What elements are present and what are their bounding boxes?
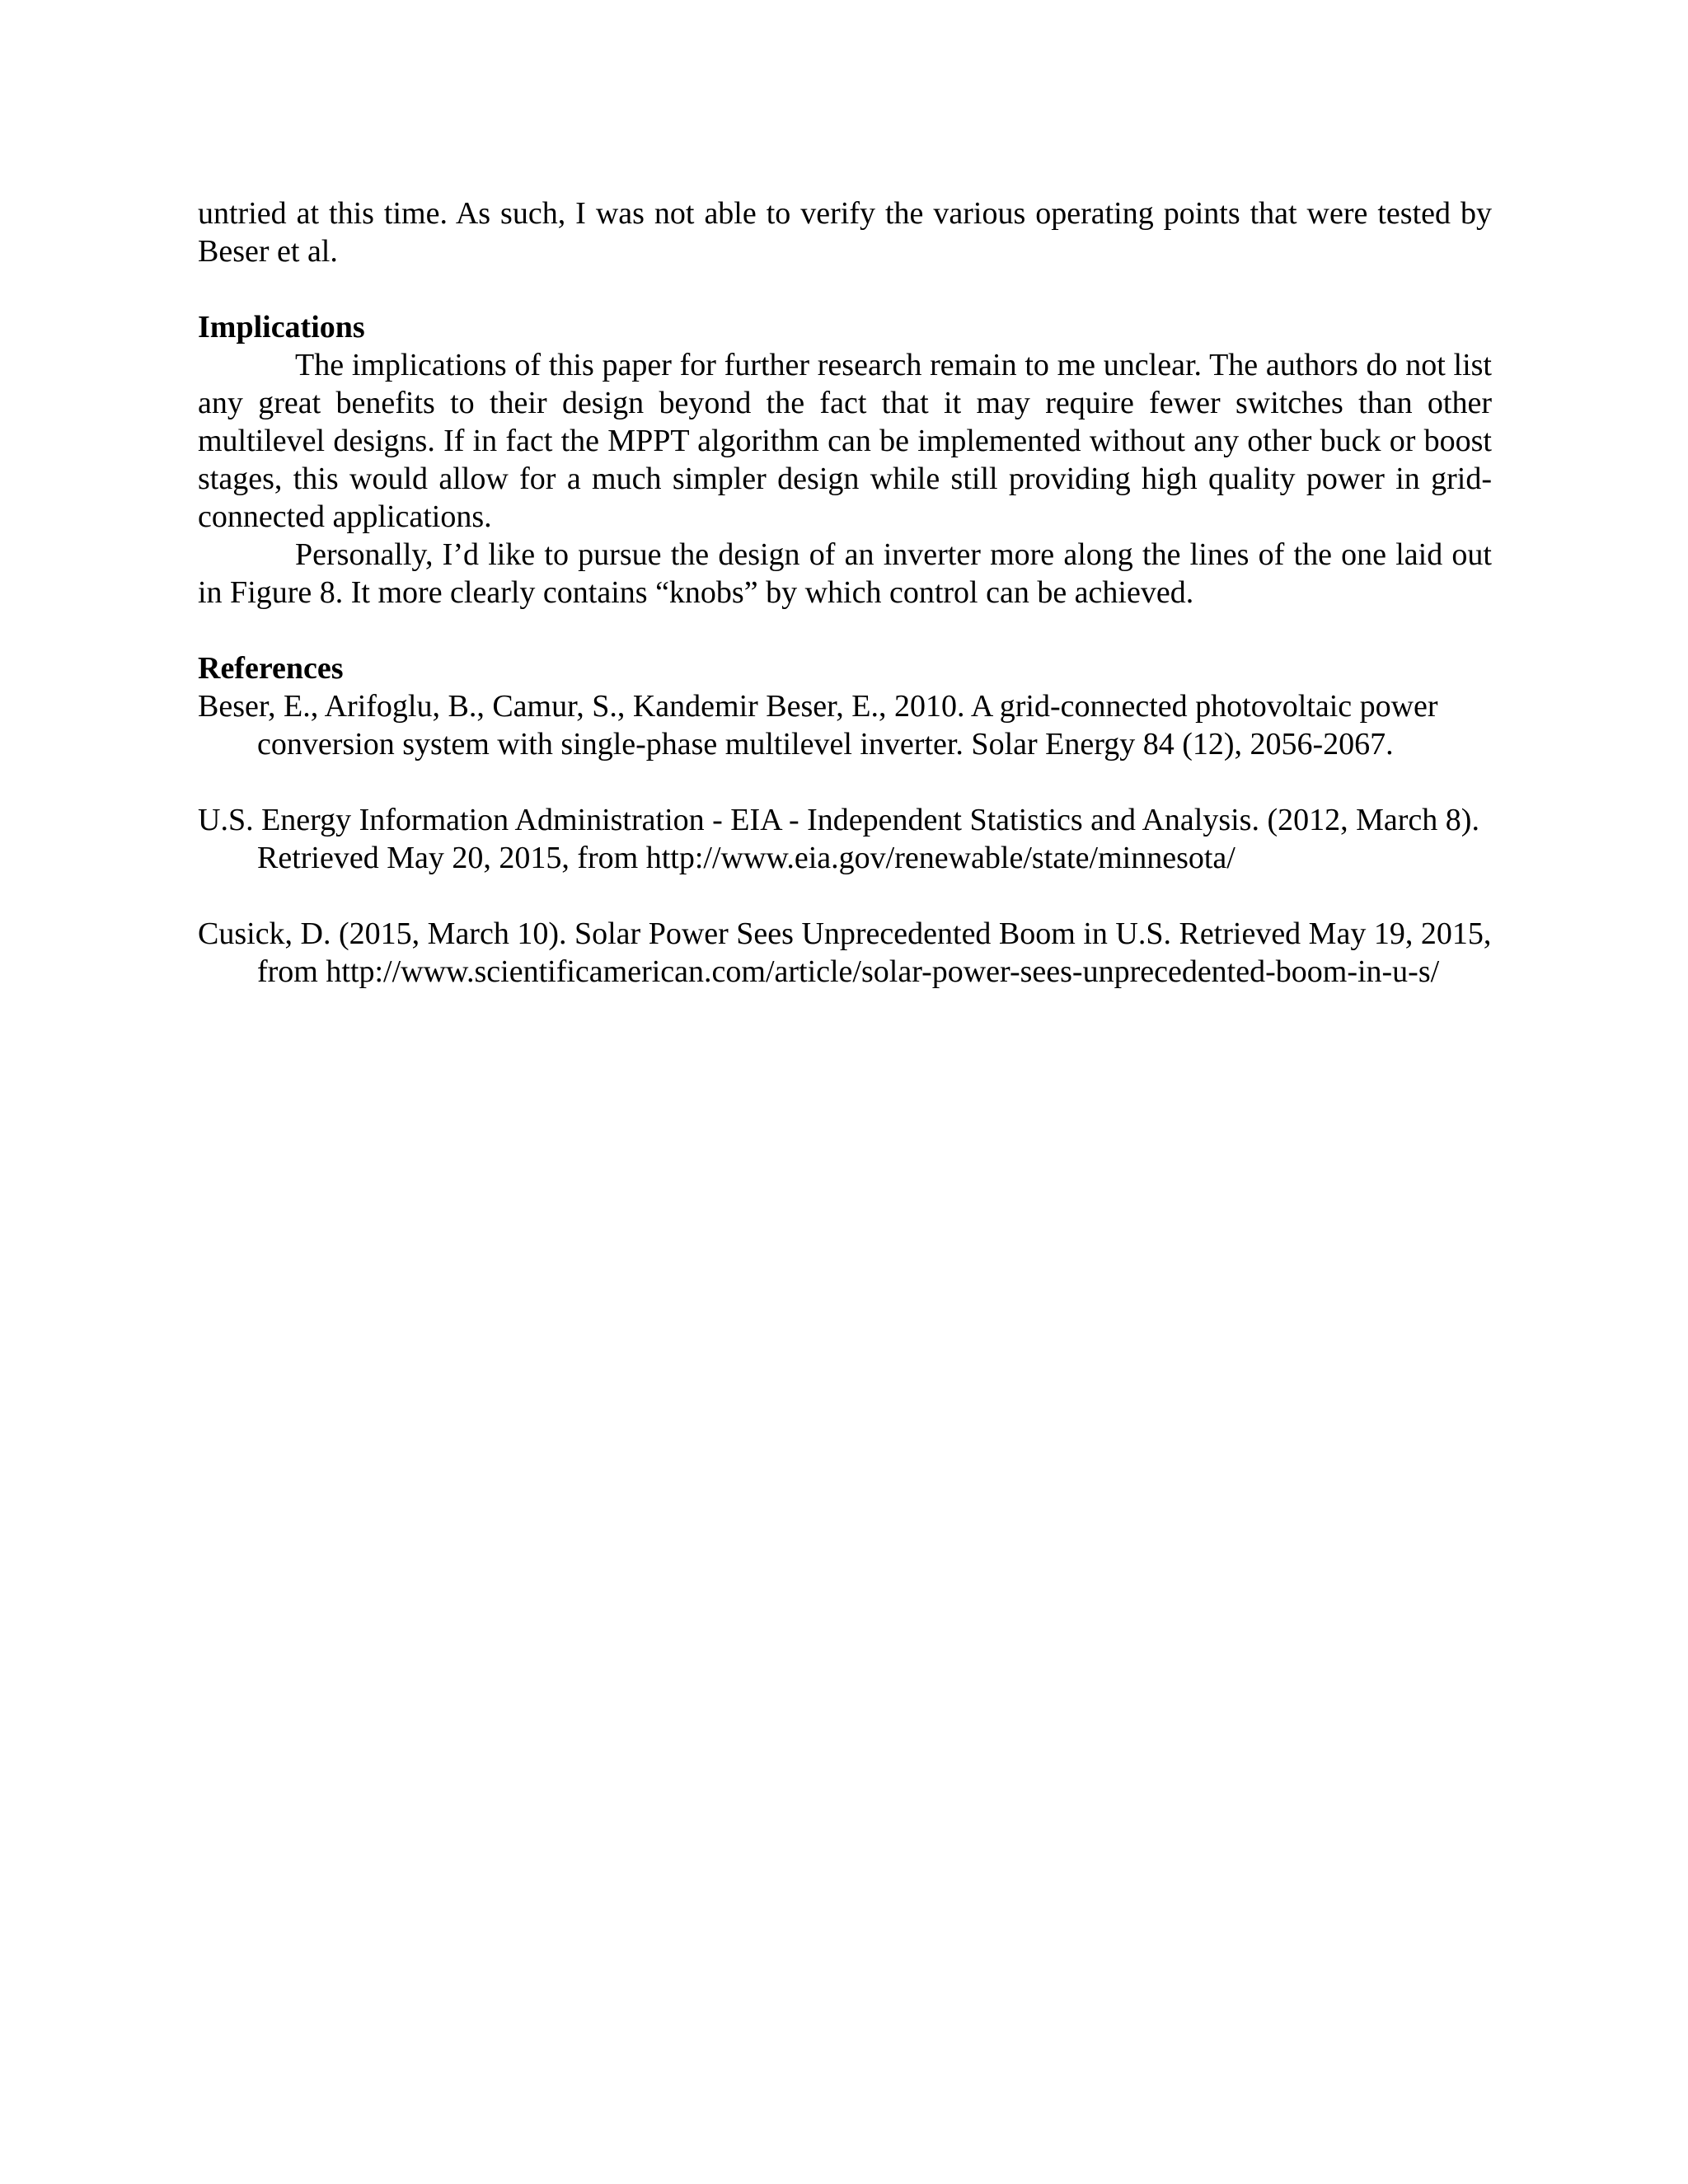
- references-heading: References: [198, 651, 344, 686]
- implications-heading: Implications: [198, 310, 365, 344]
- page-content: [198, 194, 1492, 991]
- reference-item-2: U.S. Energy Information Administration - EIA - Independent Statistics and Analysis. (2012, March 8). Retrieved May 20, 2015, from http://www.eia.gov/renewable/state/minnesota/: [198, 803, 1479, 875]
- implications-paragraph-1: The implications of this paper for further research remain to me unclear. The authors do not list any great benefits to their design beyond the fact that it may require fewer switches than other multilevel designs. If in fact the MPPT algorithm can be implemented without any other buck or boost stages, this would allow for a much simpler design while still providing high quality power in grid-connected applications.: [198, 348, 1492, 534]
- reference-item-3: Cusick, D. (2015, March 10). Solar Power Sees Unprecedented Boom in U.S. Retrieved May 19, 2015, from http://www.scientificamerican.com/article/solar-power-sees-unprecedented-boom-in-u-s/: [198, 916, 1492, 989]
- implications-paragraph-2: Personally, I’d like to pursue the design of an inverter more along the lines of the one laid out in Figure 8. It more clearly contains “knobs” by which control can be achieved.: [198, 537, 1492, 610]
- intro-paragraph: untried at this time. As such, I was not able to verify the various operating points that were tested by Beser et al.: [198, 196, 1492, 269]
- reference-item-1: Beser, E., Arifoglu, B., Camur, S., Kandemir Beser, E., 2010. A grid-connected photovoltaic power conversion system with single-phase multilevel inverter. Solar Energy 84 (12), 2056-2067.: [198, 689, 1438, 762]
